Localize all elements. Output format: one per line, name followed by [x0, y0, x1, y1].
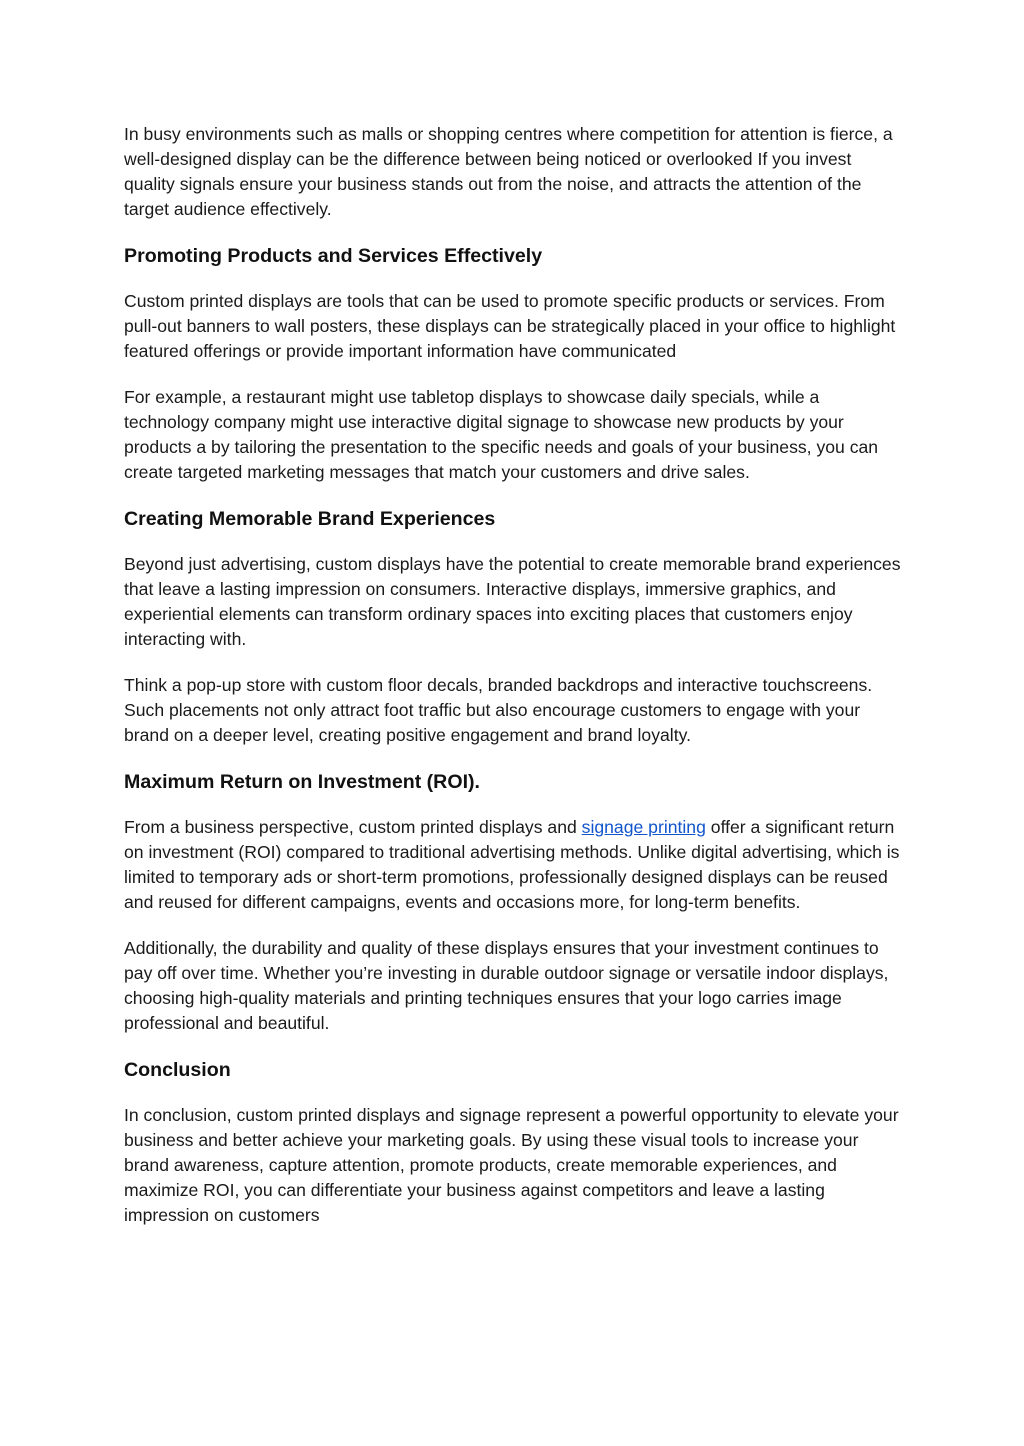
roi-text-after-link: offer a significant return on investment (ROI) compared to traditional advertising methods. Unlike digital advertising, which is limited to temporary ads or short-term promotions, professionally designed displays can be reused and reused for different campaigns, events and occasions more, for long-term benefits.	[124, 817, 900, 912]
roi-paragraph-1	[124, 815, 904, 915]
document-page	[124, 122, 904, 1249]
experiences-paragraph-2: Think a pop-up store with custom floor decals, branded backdrops and interactive touchscreens. Such placements not only attract foot traffic but also encourage customers to engage with your brand on a deeper level, creating positive engagement and brand loyalty.	[124, 675, 873, 745]
section-heading-roi: Maximum Return on Investment (ROI).	[124, 771, 480, 793]
promoting-paragraph-2: For example, a restaurant might use tabletop displays to showcase daily specials, while a technology company might use interactive digital signage to showcase new products by your products a by tailoring the presentation to the specific needs and goals of your business, you can create targeted marketing messages that match your customers and drive sales.	[124, 387, 879, 482]
section-heading-experiences: Creating Memorable Brand Experiences	[124, 508, 496, 530]
signage-printing-link[interactable]: signage printing	[581, 817, 706, 837]
roi-paragraph-2: Additionally, the durability and quality of these displays ensures that your investment continues to pay off over time. Whether you’re investing in durable outdoor signage or versatile indoor displays, choosing high-quality materials and printing techniques ensures that your logo carries image professional and beautiful.	[124, 938, 889, 1033]
intro-paragraph: In busy environments such as malls or shopping centres where competition for attention is fierce, a well-designed display can be the difference between being noticed or overlooked If you invest quality signals ensure your business stands out from the noise, and attracts the attention of the target audience effectively.	[124, 124, 893, 219]
conclusion-paragraph: In conclusion, custom printed displays and signage represent a powerful opportunity to elevate your business and better achieve your marketing goals. By using these visual tools to increase your brand awareness, capture attention, promote products, create memorable experiences, and maximize ROI, you can differentiate your business against competitors and leave a lasting impression on customers	[124, 1105, 899, 1225]
roi-text-before-link: From a business perspective, custom printed displays and	[124, 817, 582, 837]
section-heading-promoting: Promoting Products and Services Effectively	[124, 245, 543, 267]
experiences-paragraph-1: Beyond just advertising, custom displays have the potential to create memorable brand experiences that leave a lasting impression on consumers. Interactive displays, immersive graphics, and experiential elements can transform ordinary spaces into exciting places that customers enjoy interacting with.	[124, 554, 901, 649]
promoting-paragraph-1: Custom printed displays are tools that can be used to promote specific products or services. From pull-out banners to wall posters, these displays can be strategically placed in your office to highlight featured offerings or provide important information have communicated	[124, 291, 896, 361]
section-heading-conclusion: Conclusion	[124, 1059, 231, 1081]
